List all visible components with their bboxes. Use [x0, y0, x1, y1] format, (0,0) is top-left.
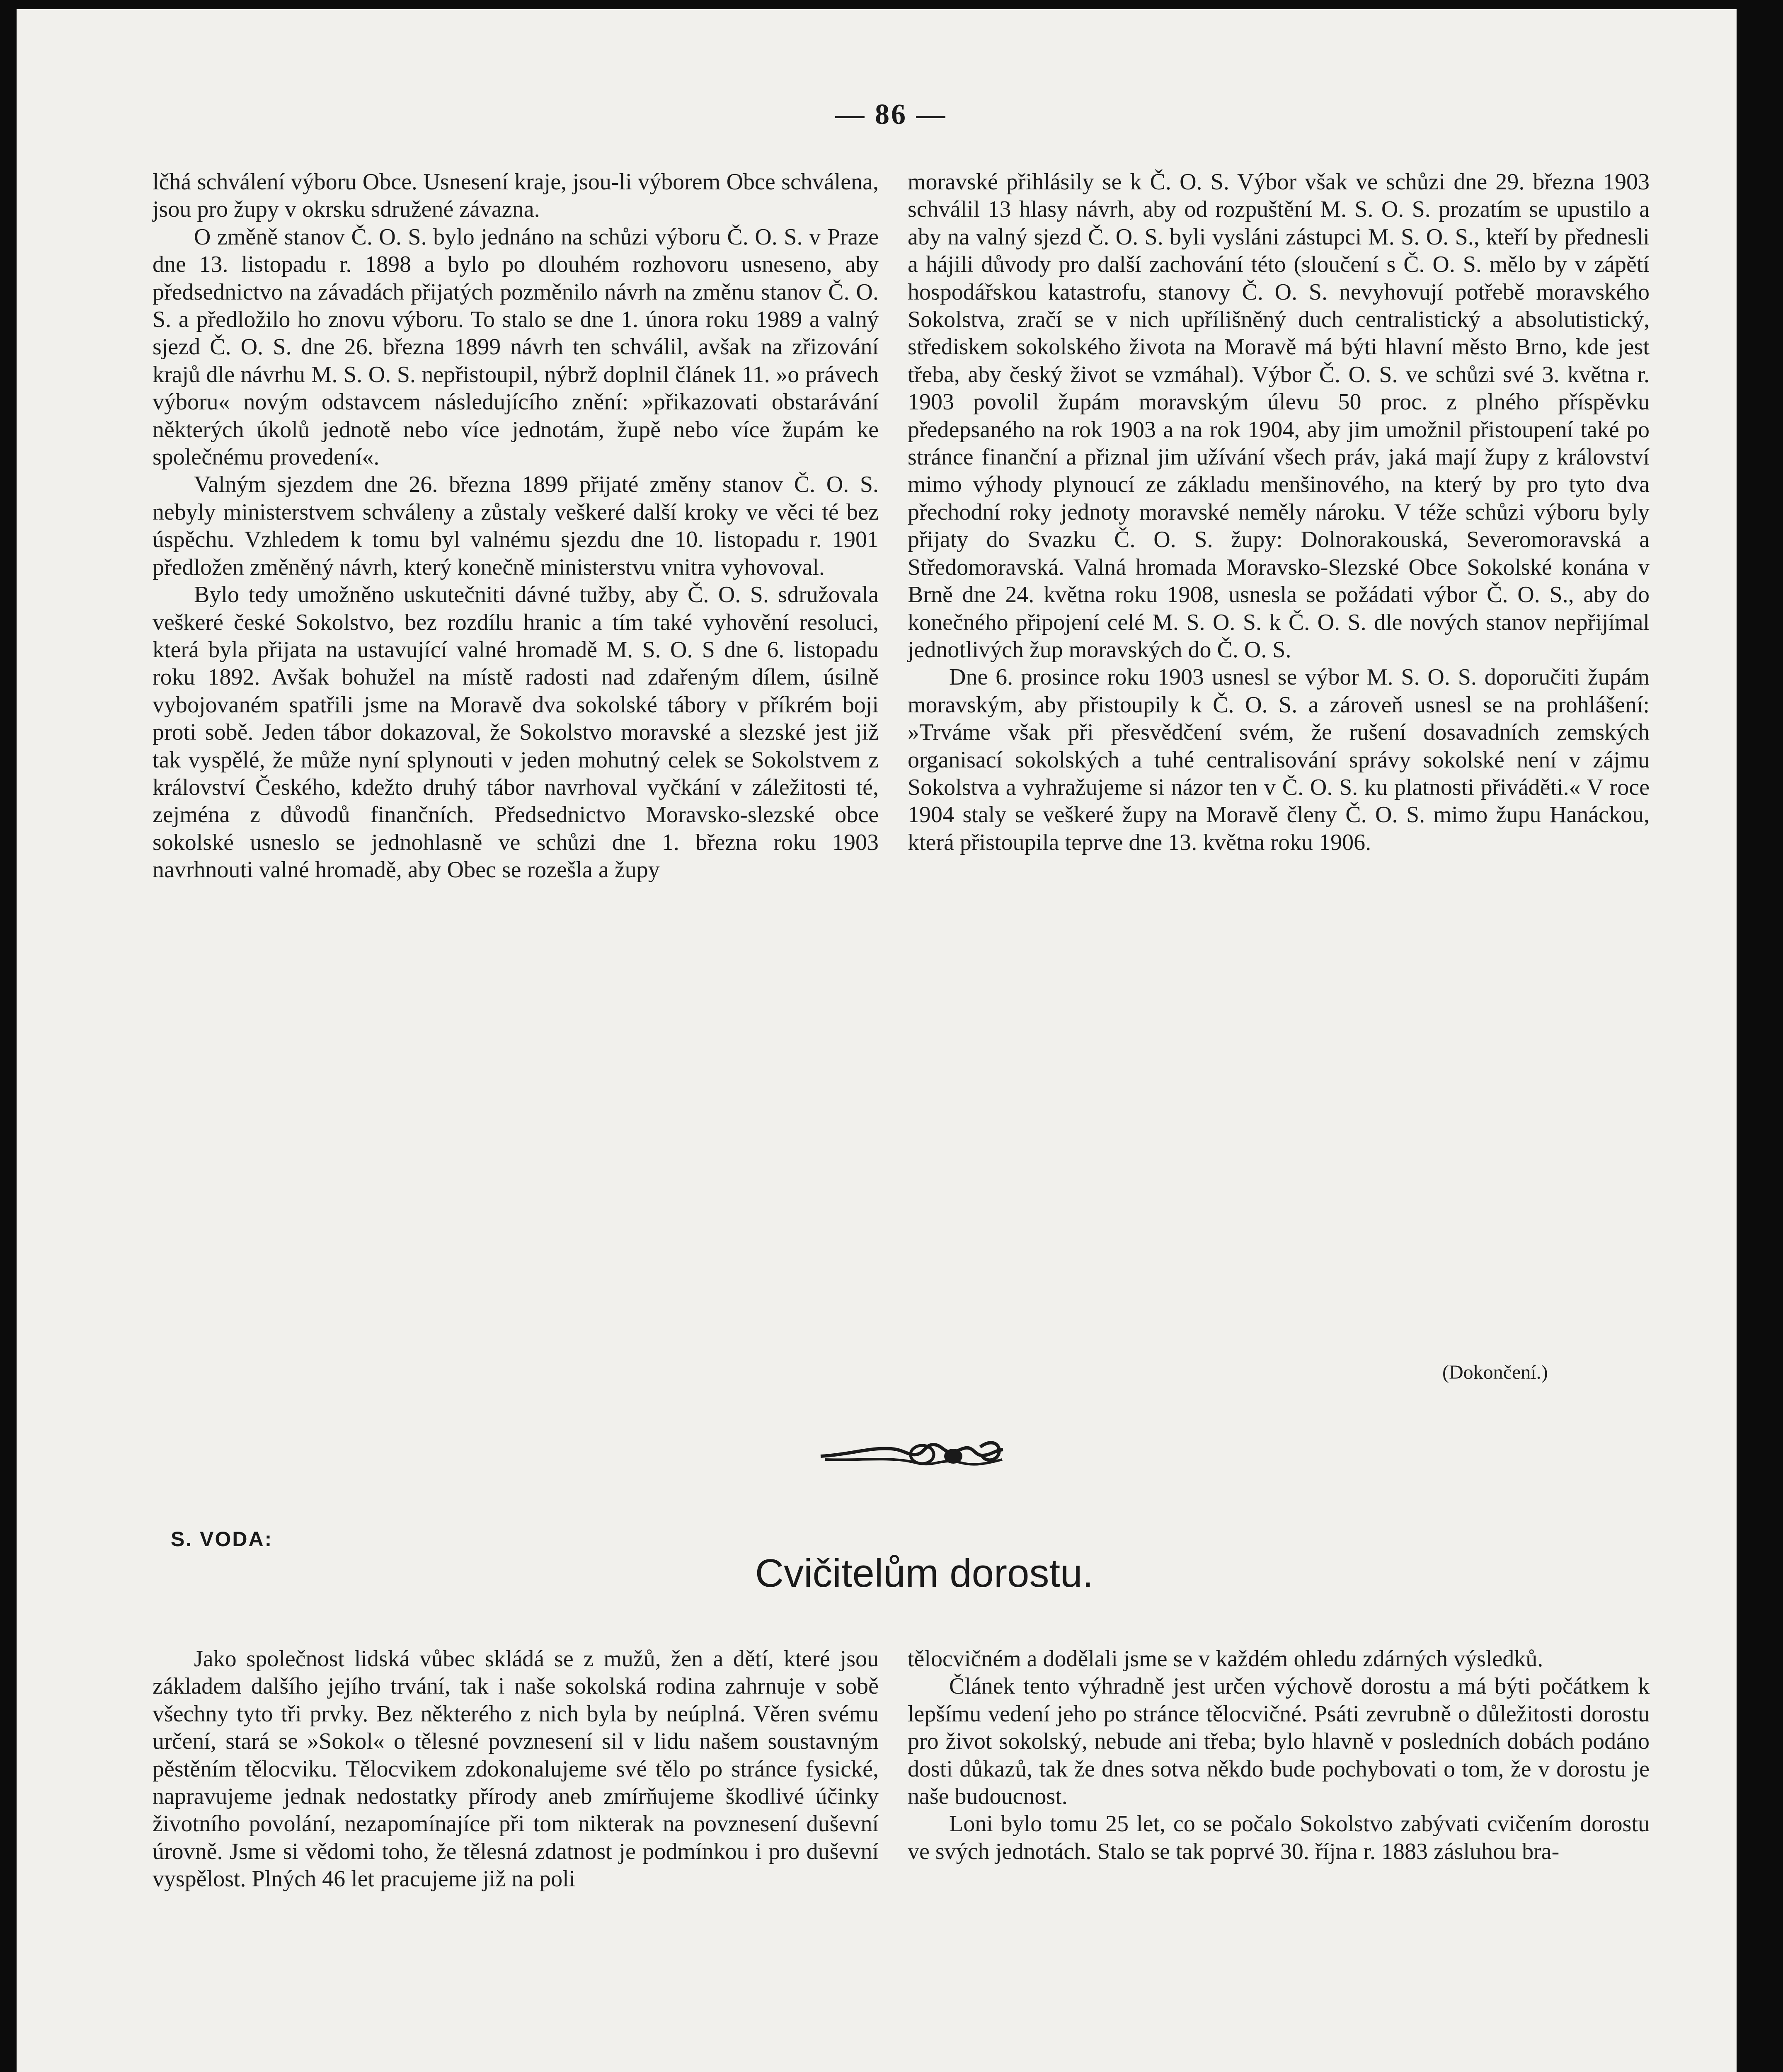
page-number: — 86 —	[835, 99, 947, 131]
printed-page	[17, 9, 1737, 2072]
article-title: Cvičitelům dorostu.	[755, 1551, 1094, 1595]
paragraph: moravské přihlásily se k Č. O. S. Výbor však ve schůzi dne 29. března 1903 schválil 13 hlasy návrh, aby od rozpuštění M. S. O. S. prozatím se upustilo a aby na valný sjezd Č. O. S. byli vysláni zástupci M. S. O. S., kteří by přednesli a hájili důvody pro další zachování této (sloučení s Č. O. S. mělo by v zápětí hospodářskou katastrofu, stanovy Č. O. S. nevyhovují potřebě moravského Sokolstva, zračí se v nich upřílišněný duch centralistický a absolutistický, střediskem sokolského života na Moravě má býti hlavní město Brno, kde jest třeba, aby český život se vzmáhal). Výbor Č. O. S. ve schůzi své 3. května r. 1903 povolil župám moravským úlevu 50 proc. z plného příspěvku předepsaného na rok 1903 a na rok 1904, aby jim umožnil přistoupení také po stránce finanční a přiznal jim užívání všech práv, jaká mají župy z království mimo výhody plynoucí ze základu menšinového, na který by pro tyto dva přechodní roky jednoty moravské neměly nároku. V téže schůzi výboru byly přijaty do Svazku Č. O. S. župy: Dolnorakouská, Severomoravská a Středomoravská. Valná hromada Moravsko-Slezské Obce Sokolské konána v Brně dne 24. května roku 1908, usnesla se požádati výbor Č. O. S., aby do konečného připojení celé M. S. O. S. k Č. O. S. dle nových stanov nepřijímal jednotlivých žup moravských do Č. O. S.	[908, 169, 1650, 663]
column-2	[908, 168, 1650, 856]
paragraph: Bylo tedy umožněno uskutečniti dávné tužby, aby Č. O. S. sdružovala veškeré české Sokolstvo, bez rozdílu hranic a tím také vyhovění resoluci, která byla přijata na ustavující valné hromadě M. S. O. S dne 6. listopadu roku 1892. Avšak bohužel na místě radosti nad zdařeným dílem, úsilně vybojovaném spatřili jsme na Moravě dva sokolské tábory v příkrém boji proti sobě. Jeden tábor dokazoval, že Sokolstvo moravské a slezské jest již tak vyspělé, že může nyní splynouti v jeden mohutný celek se Sokolstvem z království Českého, kdežto druhý tábor navrhoval vyčkání v záležitosti té, zejména z důvodů finančních. Předsednictvo Moravsko-slezské obce sokolské usneslo se jednohlasně ve schůzi dne 1. března roku 1903 navrhnouti valné hromadě, aby Obec se rozešla a župy	[153, 582, 879, 883]
paragraph: lčhá schválení výboru Obce. Usnesení kraje, jsou-li výborem Obce schválena, jsou pro župy v okrsku sdružené závazna.	[153, 169, 879, 223]
scan-edge	[381, 0, 688, 9]
column-1	[153, 168, 879, 884]
decorative-vignette-icon	[816, 1431, 1007, 1476]
column-3	[153, 1645, 879, 1893]
paragraph: tělocvičném a dodělali jsme se v každém ohledu zdárných výsledků.	[908, 1646, 1543, 1672]
scan-border-right	[1737, 0, 1783, 2072]
paragraph: Loni bylo tomu 25 let, co se počalo Sokolstvo zabývati cvičením dorostu ve svých jednotách. Stalo se tak poprvé 30. října r. 1883 zásluhou bra-	[908, 1811, 1650, 1864]
continuation-note: (Dokončení.)	[1442, 1361, 1548, 1383]
paragraph: Valným sjezdem dne 26. března 1899 přijaté změny stanov Č. O. S. nebyly ministerstvem schváleny a zůstaly veškeré další kroky ve věci té bez úspěchu. Vzhledem k tomu byl valnému sjezdu dne 10. listopadu r. 1901 předložen změněný návrh, který konečně ministerstvu vnitra vyhovoval.	[153, 472, 879, 580]
column-4	[908, 1645, 1650, 1865]
paragraph: O změně stanov Č. O. S. bylo jednáno na schůzi výboru Č. O. S. v Praze dne 13. listopadu r. 1898 a bylo po dlouhém rozhovoru usneseno, aby předsednictvo na závadách přijatých pozměnilo návrh na změnu stanov Č. O. S. a předložilo ho znovu výboru. To stalo se dne 1. února roku 1989 a valný sjezd Č. O. S. dne 26. března 1899 návrh ten schválil, avšak na zřizování krajů dle návrhu M. S. O. S. nepřistoupil, nýbrž doplnil článek 11. »o právech výboru« novým odstavcem následujícího znění: »přikazovati obstarávání některých úkolů jednotě nebo více jednotám, župě nebo více župám ke společnému provedení«.	[153, 224, 879, 470]
paragraph: Jako společnost lidská vůbec skládá se z mužů, žen a dětí, které jsou základem dalšího jejího trvání, tak i naše sokolská rodina zahrnuje v sobě všechny tyto tři prvky. Bez některého z nich byla by neúplná. Věren svému určení, stará se »Sokol« o tělesné povznesení sil v lidu našem soustavným pěstěním tělocviku. Tělocvikem zdokonalujeme své tělo po stránce fysické, napravujeme jednak nedostatky přírody aneb zmírňujeme škodlivé účinky životního povolání, nezapomínajíce při tom nikterak na povznesení duševní úrovně. Jsme si vědomi toho, že tělesná zdatnost je podmínkou i pro duševní vyspělost. Plných 46 let pracujeme již na poli	[153, 1646, 879, 1892]
author-byline: S. VODA:	[171, 1527, 273, 1551]
paragraph: Článek tento výhradně jest určen výchově dorostu a má býti počátkem k lepšímu vedení jeho po stránce tělocvičné. Psáti zevrubně o důležitosti dorostu pro život sokolský, nebude ani třeba; bylo hlavně v posledních dobách podáno dosti důkazů, tak že dnes sotva někdo bude pochybovati o tom, že v dorostu je naše budoucnost.	[908, 1673, 1650, 1810]
paragraph: Dne 6. prosince roku 1903 usnesl se výbor M. S. O. S. doporučiti župám moravským, aby přistoupily k Č. O. S. a zároveň usnesl se na prohlášení: »Trváme však při přesvědčení svém, že rušení dosavadních zemských organisací sokolských a tuhé centralisování správy sokolské není v zájmu Sokolstva a vyhražujeme si názor ten v Č. O. S. ku platnosti přiváděti.« V roce 1904 staly se veškeré župy na Moravě členy Č. O. S. mimo župu Hanáckou, která přistoupila teprve dne 13. května roku 1906.	[908, 664, 1650, 855]
